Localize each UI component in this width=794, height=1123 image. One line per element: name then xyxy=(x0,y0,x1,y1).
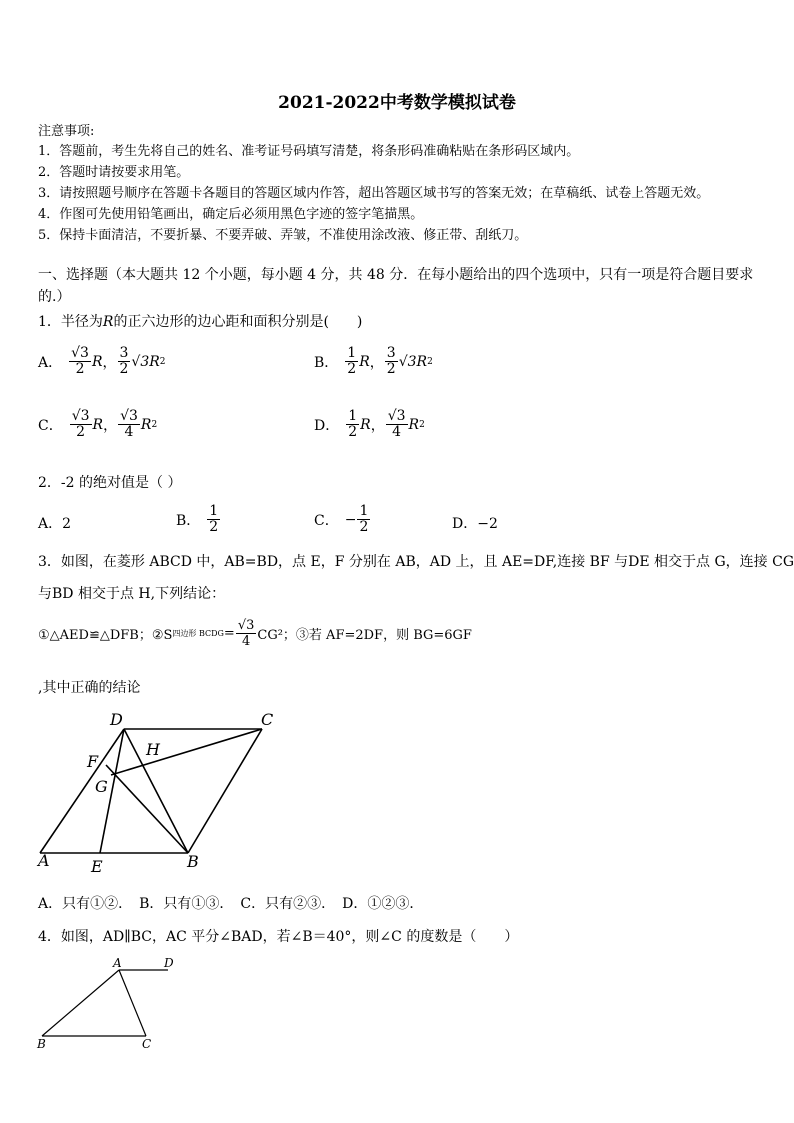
label-e: E xyxy=(91,857,103,876)
segment-fb xyxy=(106,765,188,853)
label-a: A xyxy=(113,956,122,970)
label-f: F xyxy=(87,752,99,771)
label-b: B xyxy=(37,1037,46,1050)
segment-ab xyxy=(42,970,119,1036)
q1-option-d: D． $\frac{1}{2}$ R ， $\frac{√3}{4}$ R 2 xyxy=(314,408,425,440)
label-h: H xyxy=(146,740,160,759)
q2-option-c: C． − $\frac{1}{2}$ xyxy=(314,503,369,535)
question-3-conclusions: ①△AED≌△DFB；②S 四边形 BCDG = $\frac{√3}{4}$ CG²；③若 AF=2DF，则 BG=6GF xyxy=(38,618,472,649)
label-c: C xyxy=(142,1037,152,1050)
label-a: A xyxy=(38,851,50,870)
q2-option-a: A．2 xyxy=(38,516,72,532)
label-g: G xyxy=(95,777,108,796)
section-heading-line: 的.） xyxy=(38,289,71,305)
notice-item: 4．作图可先使用铅笔画出，确定后必须用黑色字迹的签字笔描黑。 xyxy=(38,207,424,222)
q1-option-c: C． $\frac{√3}{2}$ R ， $\frac{√3}{4}$ R 2 xyxy=(38,408,158,440)
notice-heading: 注意事项: xyxy=(38,124,95,139)
question-3-line: ,其中正确的结论 xyxy=(38,680,141,696)
label-b: B xyxy=(187,852,199,871)
section-heading-line: 一、选择题（本大题共 12 个小题，每小题 4 分，共 48 分．在每小题给出的四个选项中，只有一项是符合题目要求 xyxy=(38,267,754,283)
q2-option-b: B． $\frac{1}{2}$ xyxy=(176,503,219,535)
question-3-line: 与BD 相交于点 H,下列结论： xyxy=(38,586,226,602)
notice-item: 1．答题前，考生先将自己的姓名、准考证号码填写清楚，将条形码准确粘贴在条形码区域内。 xyxy=(38,144,580,159)
label-c: C xyxy=(261,710,274,729)
triangle-figure xyxy=(30,950,190,1050)
q2-option-d: D．−2 xyxy=(452,516,498,532)
question-1-stem: 1．半径为R的正六边形的边心距和面积分别是( ) xyxy=(38,314,363,330)
segment-ac xyxy=(119,970,146,1036)
q1-option-b: B． $\frac{1}{2}$ R ， $\frac{3}{2}$ √3R 2 xyxy=(314,345,433,377)
question-4-stem: 4．如图，AD∥BC，AC 平分∠BAD，若∠B＝40°，则∠C 的度数是（ ） xyxy=(38,929,519,945)
label-d: D xyxy=(110,710,123,729)
q1-option-a: A． $\frac{√3}{2}$ R ， $\frac{3}{2}$ √3R 2 xyxy=(38,345,166,377)
notice-item: 5．保持卡面清洁，不要折暴、不要弄破、弄皱，不准使用涂改液、修正带、刮纸刀。 xyxy=(38,228,528,243)
label-d: D xyxy=(164,956,174,970)
question-2-stem: 2．-2 的绝对值是（ ） xyxy=(38,475,182,491)
page-title: 2021-2022中考数学模拟试卷 xyxy=(278,93,516,113)
question-3-options: A．只有①②． B．只有①③． C．只有②③． D．①②③． xyxy=(38,896,424,912)
question-3-line: 3．如图，在菱形 ABCD 中，AB=BD，点 E，F 分别在 AB，AD 上，且 AE=DF,连接 BF 与DE 相交于点 G，连接 CG xyxy=(38,554,794,570)
rhombus-figure xyxy=(30,705,290,880)
notice-item: 3．请按照题号顺序在答题卡各题目的答题区域内作答，超出答题区域书写的答案无效；在草稿纸、试卷上答题无效。 xyxy=(38,186,710,201)
notice-item: 2．答题时请按要求用笔。 xyxy=(38,165,190,180)
